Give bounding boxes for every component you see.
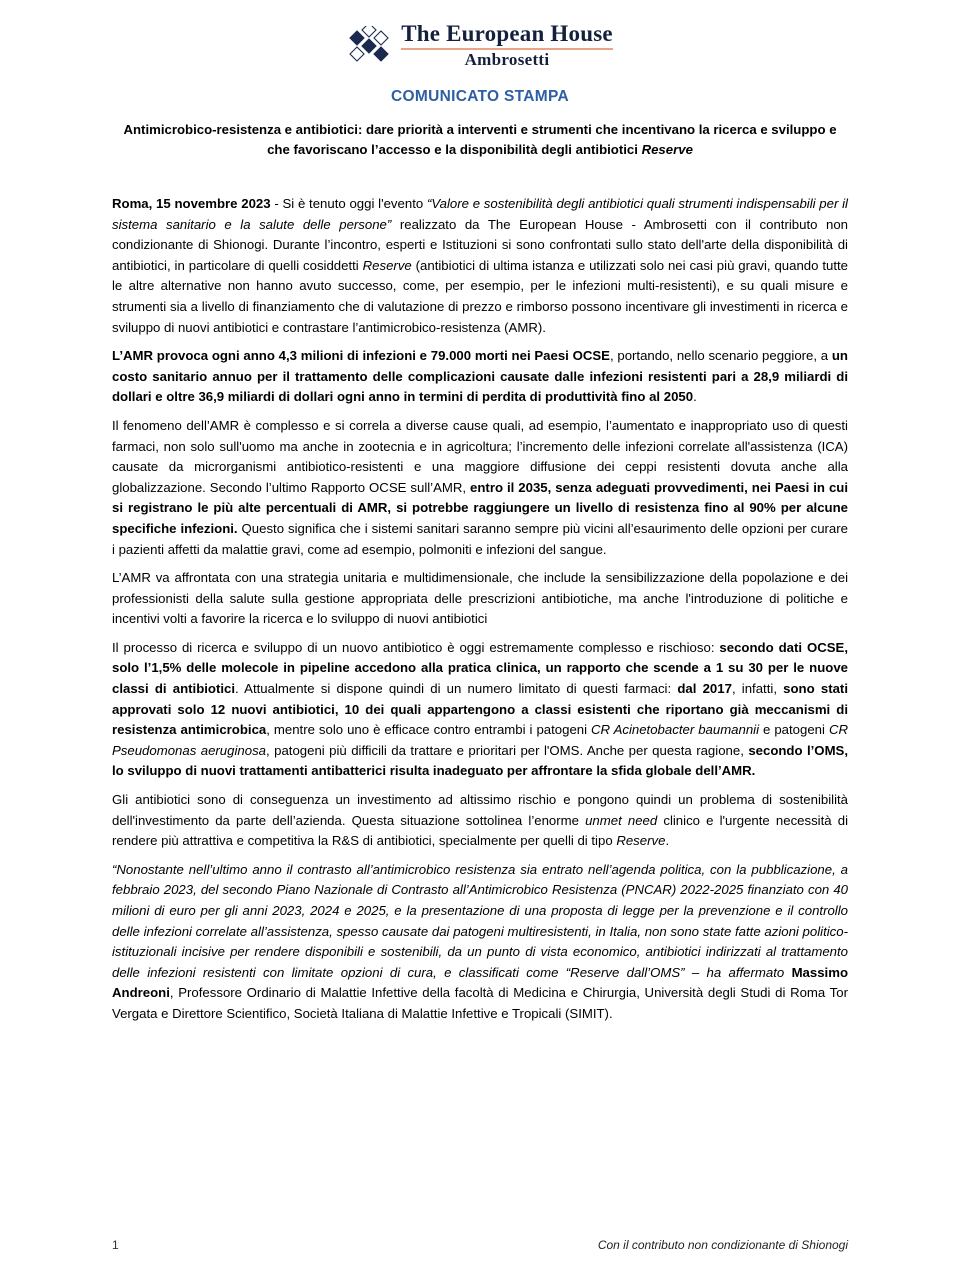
paragraph-rd-pipeline [112,638,848,782]
since-2017-label: dal 2017 [677,681,732,697]
term-reserve: Reserve [362,257,416,273]
ocse-2035-projection: entro il 2035, senza adeguati provvedimenti, nei Paesi in cui si registrano le più alte percentuali di AMR, si potrebbe raggiungere un livello di resistenza fino al 90% per alcune specifiche infezioni. [112,479,848,536]
investment-text-3: . [665,833,670,849]
event-title: “Valore e sostenibilità degli antibiotici quali strumenti indispensabili per il sistema sanitario e la salute delle persone” [112,196,848,232]
document-header [112,0,848,69]
amr-stat-connector: , portando, nello scenario peggiore, a [609,348,832,364]
amr-stat-period: . [693,389,697,405]
paragraph-amr-causes [112,416,848,560]
who-statement: secondo l’OMS, lo sviluppo di nuovi trattamenti antibatterici risulta inadeguato per affrontare la sfida globale dell’AMR. [112,742,849,779]
page-number: 1 [112,1238,119,1252]
pathogen-acinetobacter: CR Acinetobacter baumannii [591,722,760,738]
paragraph-quote-andreoni [112,860,848,1025]
intro-after-dateline: - Si è tenuto oggi l'evento [270,196,427,211]
logo-line-ambrosetti: Ambrosetti [464,50,550,69]
document-kicker: COMUNICATO STAMPA [391,88,569,105]
quote-speaker-name: Massimo Andreoni [112,964,848,1001]
paragraph-investment-risk [112,790,848,852]
ambrosetti-logo [347,22,613,69]
rd-text-2: . Attualmente si dispone quindi di un numero limitato di questi farmaci: [235,681,678,697]
paragraph-amr-figures [112,346,848,408]
rd-text-3: , infatti, [731,681,784,697]
term-unmet-need: unmet need [585,812,658,828]
headline-text: Antimicrobico-resistenza e antibiotici: dare priorità a interventi e strumenti che incentivano la ricerca e sviluppo e che favoriscano l’accesso e la disponibilità degli antibiotici [123,122,837,157]
amr-headline-stat: L’AMR provoca ogni anno 4,3 milioni di infezioni e 79.000 morti nei Paesi OCSE [112,348,610,364]
rd-text-5: e patogeni [759,722,829,738]
intro-rest-2: (antibiotici di ultima istanza e utilizzati solo nei casi più gravi, quando tutte le altre alternative non hanno avuto successo, come, per esempio, per le infezioni multi-resistenti), e su quali misure e strumenti sia a livello di finanziamento che di valutazione di prezzo e rimborso possono incentivare gli investimenti in ricerca e sviluppo di nuovi antibiotici e contrastare l’antimicrobico-resistenza (AMR). [112,257,849,335]
investment-text-1: Gli antibiotici sono di conseguenza un investimento ad altissimo rischio e pongono quindi un problema di sostenibilità dell'investimento da parte dell’azienda. Questa situazione sottolinea l’enorme [112,792,848,828]
logo-line-european-house: The European House [401,21,613,46]
amr-cost-stat: un costo sanitario annuo per il trattamento delle complicazioni causate dalle infezioni resistenti pari a 28,9 miliardi di dollari e oltre 36,9 miliardi di dollari ogni anno in termini di perdita di produttività fino al 2050 [112,348,848,405]
intro-rest: realizzato da The European House - Ambrosetti con il contributo non condizionante di Shionogi. Durante l’incontro, esperti e Istituzioni si sono confrontati sullo stato dell'arte della disponibilità di antibiotici, in particolare di quelli cosiddetti [112,216,848,273]
logo-wordmark [401,22,613,69]
dateline: Roma, 15 novembre 2023 [112,196,271,211]
document-body [112,194,848,1025]
new-antibiotics-stat: sono stati approvati solo 12 nuovi antibiotici, 10 dei quali appartengono a classi esistenti che riportano già meccanismi di resistenza antimicrobica [112,681,848,738]
amr-causes-conclusion: Questo significa che i sistemi sanitari saranno sempre più vicini all’esaurimento delle opzioni per curare i pazienti affetti da malattie gravi, come ad esempio, polmoniti e infezioni del sangue. [112,520,848,557]
footer-sponsor-credit: Con il contributo non condizionante di Shionogi [597,1238,848,1252]
quote-speaker-affiliation: , Professore Ordinario di Malattie Infettive della facoltà di Medicina e Chirurgia, Università degli Studi di Roma Tor Vergata e Direttore Scientifico, Società Italiana di Malattie Infettive e Tropicali (SIMIT). [112,985,848,1021]
rd-text-6: , patogeni più difficili da trattare e prioritari per l'OMS. Anche per questa ragione, [266,742,749,758]
ambrosetti-diamond-logo-icon [347,26,391,66]
amr-causes-text: Il fenomeno dell’AMR è complesso e si correla a diverse cause quali, ad esempio, l’aumentato e inappropriato uso di questi farmaci, non solo sull'uomo ma anche in zootecnia e in agricoltura; l’incremento delle infezioni correlate all'assistenza (ICA) causate da microrganismi antibiotico-resistenti e una maggiore diffusione dei ceppi resistenti dovuta anche alla globalizzazione. Secondo l’ultimo Rapporto OCSE sull’AMR, [112,417,848,495]
rd-intro-text: Il processo di ricerca e sviluppo di un nuovo antibiotico è oggi estremamente complesso e rischioso: [112,639,720,655]
headline-italic-reserve: Reserve [641,142,693,157]
document-footer [112,1238,848,1252]
page-title [112,120,848,160]
quote-text: “Nonostante nell’ultimo anno il contrasto all’antimicrobico resistenza sia entrato nell’agenda politica, con la pubblicazione, a febbraio 2023, del secondo Piano Nazionale di Contrasto all’Antimicrobico Resistenza (PNCAR) 2022-2025 finanziato con 40 milioni di euro per gli anni 2023, 2024 e 2025, e la presentazione di una proposta di legge per la prevenzione e il controllo delle infezioni correlate all’assistenza, spesso causate dai patogeni multiresistenti, in Italia, non sono state fatte azioni politico-istituzionali incisive per rendere disponibili e sostenibili, da un punto di vista economico, antibiotici indirizzati al trattamento delle infezioni resistenti con limitate opzioni di cura, e classificati come “Reserve dall’OMS” – ha affermato [112,861,848,980]
rd-text-4: , mentre solo uno è efficace contro entrambi i patogeni [266,722,592,738]
investment-text-2: clinico e l'urgente necessità di rendere più attrattiva e competitiva la R&S di antibiotici, specialmente per quelli di tipo [112,812,849,849]
paragraph-intro [112,194,848,338]
term-reserve-2: Reserve [616,833,666,849]
pathogen-pseudomonas: CR Pseudomonas aeruginosa [112,722,848,758]
ocse-pipeline-stat: secondo dati OCSE, solo l’1,5% delle molecole in pipeline accedono alla pratica clinica, un rapporto che scende a 1 su 30 per le nuove classi di antibiotici [112,639,848,697]
paragraph-strategy: L’AMR va affrontata con una strategia unitaria e multidimensionale, che include la sensibilizzazione della popolazione e dei professionisti della salute sulla gestione appropriata delle prescrizioni antibiotiche, ma anche l'introduzione di politiche e incentivi volti a favorire la ricerca e lo sviluppo di nuovi antibiotici [112,570,848,627]
